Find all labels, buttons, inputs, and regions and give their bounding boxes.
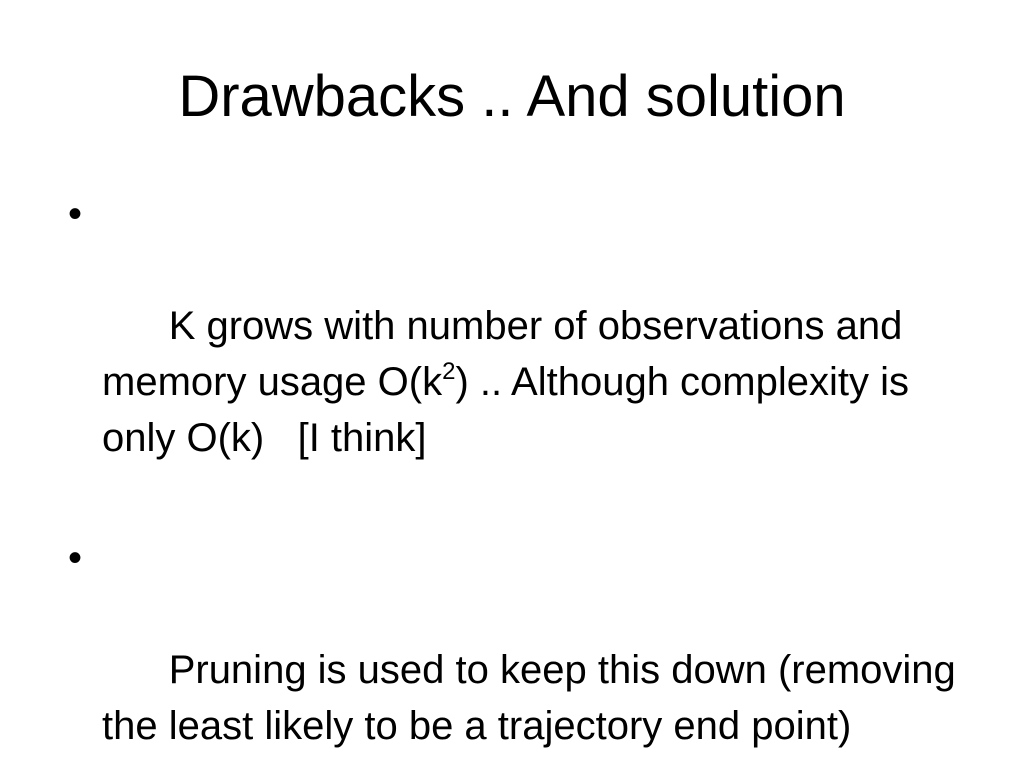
superscript: 2 <box>442 358 456 385</box>
bullet-text: Pruning is used to keep this down (removing the least likely to be a trajectory end point) <box>102 648 967 748</box>
bullet-icon: • <box>67 536 82 580</box>
bullet-item-memory <box>60 186 980 522</box>
slide-title: Drawbacks .. And solution <box>178 64 846 129</box>
bullet-text-part: ) .. Although complexity is only O(k) [I think] <box>102 360 921 460</box>
bullet-list <box>60 186 980 768</box>
bullet-text-part: K grows with number of observations and memory usage O(k <box>102 304 914 404</box>
bullet-item-pruning <box>60 530 980 768</box>
bullet-icon: • <box>67 192 82 236</box>
